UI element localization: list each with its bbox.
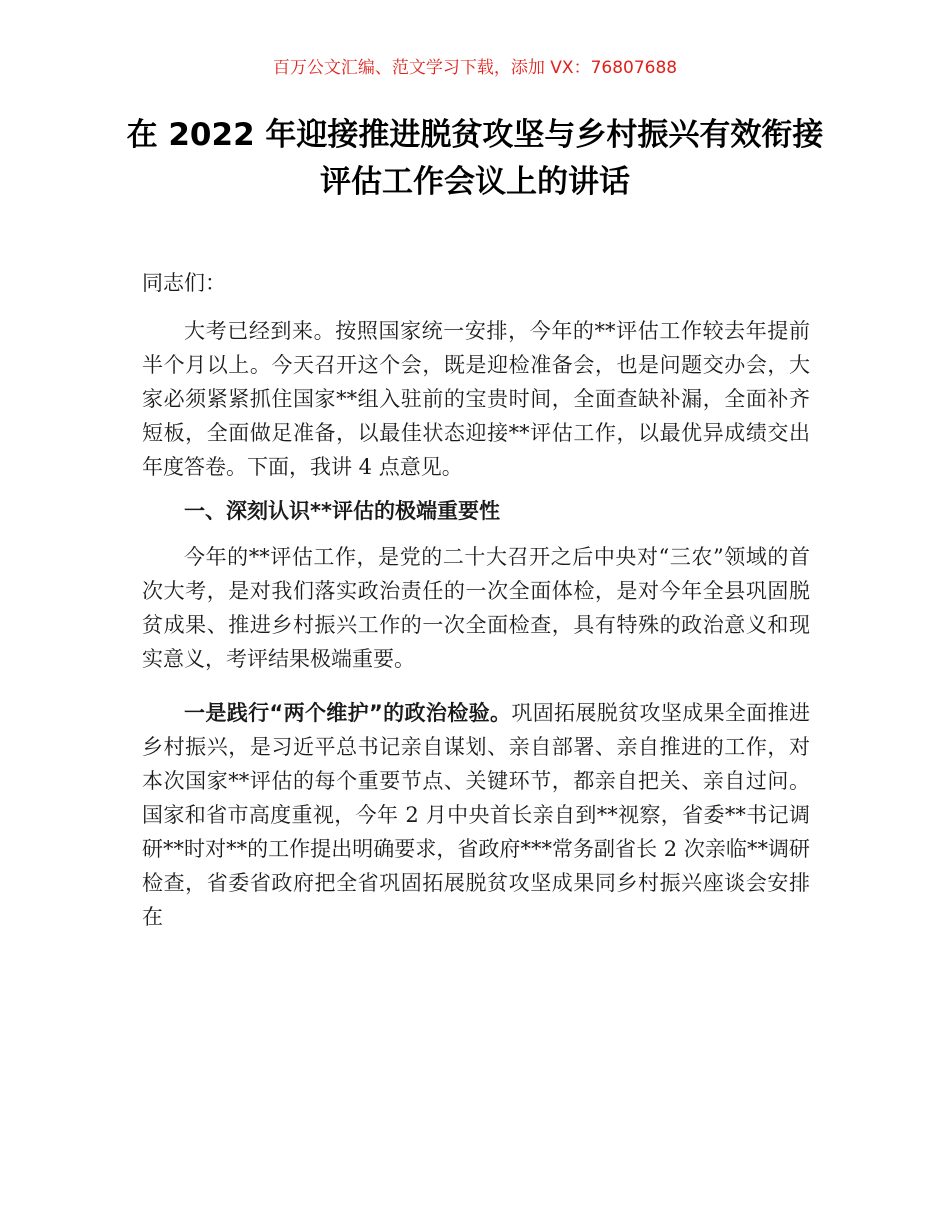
document-title: 在 2022 年迎接推进脱贫攻坚与乡村振兴有效衔接评估工作会议上的讲话 <box>126 117 824 200</box>
salutation: 同志们： <box>142 271 226 295</box>
document-body <box>142 266 810 944</box>
point-1-text: 巩固拓展脱贫攻坚成果全面推进乡村振兴，是习近平总书记亲自谋划、亲自部署、亲自推进的工作，对本次国家**评估的每个重要节点、关键环节，都亲自把关、亲自过问。国家和省市高度重视，今年 2 月中央首长亲自到**视察，省委**书记调研**时对**的工作提出明确要求，省政府***常务副省长 2 次亲临**调研检查，省委省政府把全省巩固拓展脱贫攻坚成果同乡村振兴座谈会安排在 <box>142 701 811 929</box>
section-heading-1: 一、深刻认识**评估的极端重要性 <box>184 499 500 523</box>
paragraph-intro: 大考已经到来。按照国家统一安排，今年的**评估工作较去年提前半个月以上。今天召开这个会，既是迎检准备会，也是问题交办会，大家必须紧紧抓住国家**组入驻前的宝贵时间，全面查缺补漏，全面补齐短板，全面做足准备，以最佳状态迎接**评估工作，以最优异成绩交出年度答卷。下面，我讲 4 点意见。 <box>142 319 810 479</box>
watermark-banner: 百万公文汇编、范文学习下载，添加 VX：76807688 <box>272 58 678 78</box>
point-1-lead: 一是践行“两个维护”的政治检验。 <box>184 701 512 725</box>
paragraph-point-1 <box>142 696 810 934</box>
paragraph-importance: 今年的**评估工作，是党的二十大召开之后中央对“三农”领域的首次大考，是对我们落实政治责任的一次全面体检，是对今年全县巩固脱贫成果、推进乡村振兴工作的一次全面检查，具有特殊的政治意义和现实意义，考评结果极端重要。 <box>142 545 810 671</box>
